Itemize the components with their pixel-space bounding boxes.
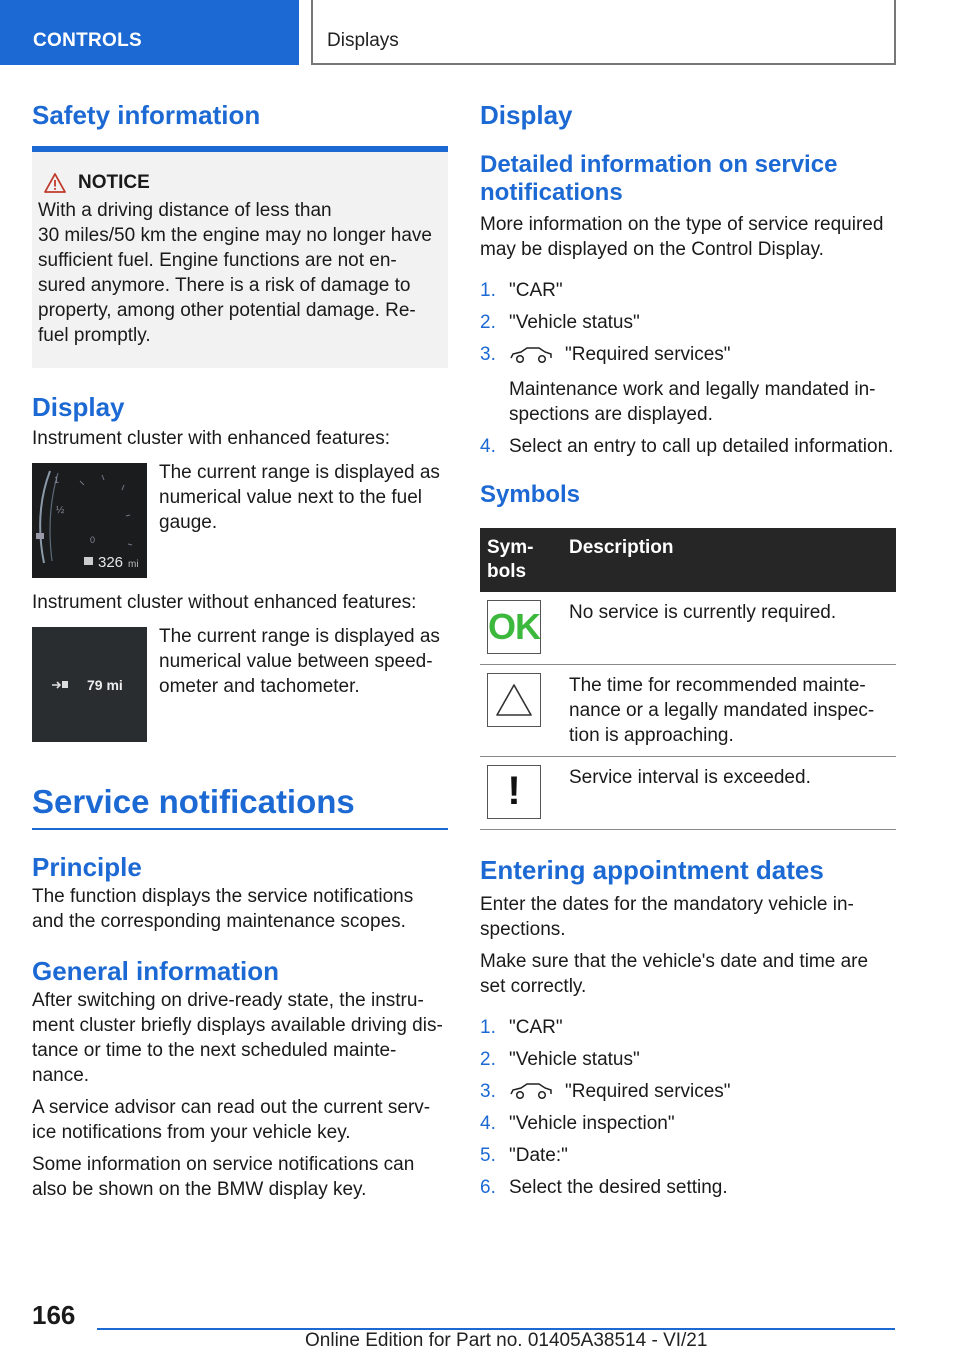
table-row [480,664,896,756]
step-number: 1. [480,1016,496,1038]
with-features-label: Instrument cluster with enhanced features: [32,428,391,450]
right-display-title: Display [480,100,573,130]
list-item [480,1015,896,1040]
table-header-row [480,528,896,592]
step-text: Select an entry to call up detailed information. [509,435,894,457]
notice-line: sured anymore. There is a risk of damage to [38,275,411,297]
table-cell: The time for recommended mainte-nance or a legally mandated inspec-tion is approaching. [562,664,896,756]
cluster-basic-image [32,627,147,742]
gauge-0-label: 0 [90,535,96,546]
step-text: "CAR" [509,1016,563,1038]
step-number: 1. [480,280,496,302]
general-title: General information [32,956,280,987]
chapter-tab [311,0,896,65]
step-text: Select the desired setting. [509,1176,728,1198]
service-title: Service notifications [32,783,355,821]
left-column [32,100,448,1202]
step-text: "Date:" [509,1144,568,1166]
step-number: 6. [480,1176,496,1198]
entering-title: Entering appointment dates [480,854,824,885]
notice-text [38,198,442,348]
gauge-half-label: ½ [56,505,65,517]
step-number: 3. [480,1080,496,1102]
notice-line: sufficient fuel. Engine functions are not en- [38,250,397,272]
warning-triangle-icon [487,673,541,727]
step-body [509,1079,731,1104]
principle-text: The function displays the service notifications and the corresponding maintenance scopes. [32,886,414,933]
right-column [480,100,896,1207]
column-header: Description [562,528,896,592]
symbols-title: Symbols [480,480,581,508]
step-text: "Vehicle status" [509,1048,640,1070]
section-tab [0,0,299,65]
steps-list-1 [480,278,896,459]
entering-p2: Make sure that the vehicle's date and time are set correctly. [480,950,869,997]
gauge-1-label: 1 [54,475,60,486]
range-value: 326 [98,554,124,572]
ok-symbol-text: OK [488,606,540,648]
step-text: "Required services" [565,1080,731,1102]
notice-line: property, among other potential damage. Re- [38,300,416,322]
step-text: "CAR" [509,280,563,302]
page-number: 166 [32,1300,76,1330]
notice-line: 30 miles/50 km the engine may no longer have [38,225,432,247]
display-title: Display [32,392,125,423]
step-text: "Required services" [565,344,731,366]
list-item [480,342,896,427]
step-number: 3. [480,344,496,366]
car-icon [509,1082,553,1100]
chapter-label: Displays [327,30,399,51]
step-number: 2. [480,1048,496,1070]
detailed-title: Detailed information on service notifications [480,151,838,206]
column-header: Sym-bols [480,528,562,592]
step-number: 5. [480,1144,496,1166]
notice-title: NOTICE [78,172,150,194]
step-number: 2. [480,312,496,334]
car-icon [509,346,553,364]
list-item [480,278,896,303]
notice-box [32,152,448,368]
exclamation-icon [487,765,541,819]
step-number: 4. [480,1112,496,1134]
list-item [480,1047,896,1072]
step-number: 4. [480,435,496,457]
range-unit: mi [128,559,139,571]
range-text: 79 mi [87,677,123,694]
steps-list-2 [480,1015,896,1200]
without-features-desc: The current range is displayed as numerical value between speed-ometer and tachometer. [159,626,440,698]
cluster-enhanced-row [32,463,448,578]
principle-title: Principle [32,851,142,882]
safety-title: Safety information [32,100,261,130]
list-item [480,1079,896,1104]
entering-p1: Enter the dates for the mandatory vehicle in-spections. [480,893,854,940]
without-features-label: Instrument cluster without enhanced features: [32,592,417,614]
notice-header [38,172,442,194]
warning-triangle-icon [44,173,66,193]
general-p1: After switching on drive-ready state, the instru-ment cluster briefly displays available driving dis-tance or time to the next scheduled mainte-nance. [32,990,443,1087]
detailed-text: More information on the type of service required may be displayed on the Control Display. [480,214,884,261]
list-item [480,434,896,459]
cluster-basic-row [32,627,448,742]
notice-line: With a driving distance of less than [38,200,332,222]
cluster-enhanced-image [32,463,147,578]
edition-text: Online Edition for Part no. 01405A38514 - VI/21 [305,1330,708,1351]
list-item [480,1143,896,1168]
with-features-desc: The current range is displayed as numerical value next to the fuel gauge. [159,462,440,534]
step-text: "Vehicle status" [509,312,640,334]
range-readout-graphic [32,627,147,742]
step-text: "Vehicle inspection" [509,1112,675,1134]
symbols-table [480,528,896,830]
list-item [480,310,896,335]
list-item [480,1175,896,1200]
section-label: CONTROLS [33,30,143,51]
fuel-gauge-graphic [32,463,147,578]
step-body [509,342,896,427]
table-row [480,756,896,829]
service-rule [32,828,448,830]
table-cell: No service is currently required. [562,592,896,665]
ok-icon [487,600,541,654]
notice-line: fuel promptly. [38,325,151,347]
table-cell: Service interval is exceeded. [562,756,896,829]
list-item [480,1111,896,1136]
step-subtext: Maintenance work and legally mandated in-spections are displayed. [509,378,876,425]
exclamation-symbol-text: ! [507,769,521,814]
general-p3: Some information on service notifications can also be shown on the BMW display key. [32,1154,415,1201]
general-p2: A service advisor can read out the current serv-ice notifications from your vehicle key. [32,1097,431,1144]
table-row [480,592,896,665]
